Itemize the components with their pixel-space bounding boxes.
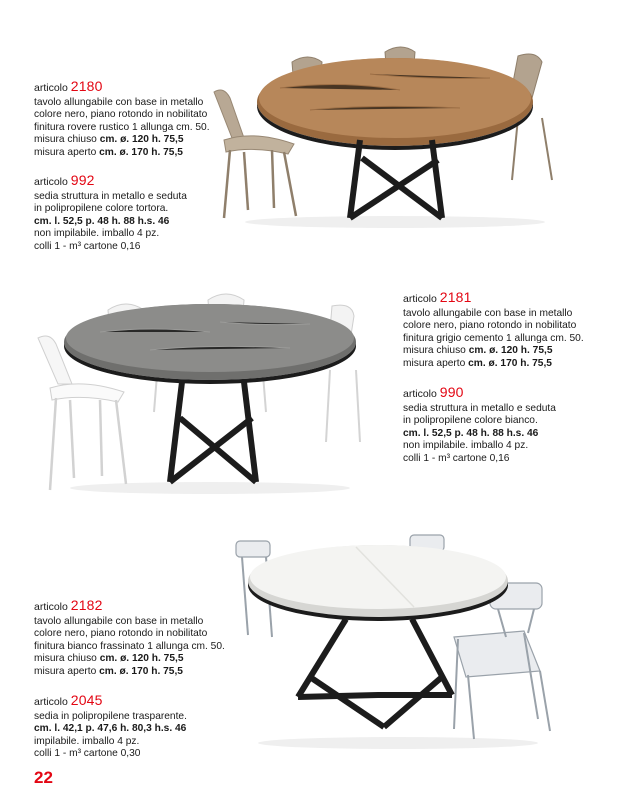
article-2181-description	[403, 291, 584, 371]
article-number: 2181	[439, 289, 472, 305]
stacking-info: non impilabile. imballo 4 pz.	[34, 228, 160, 240]
description-line: tavolo allungabile con base in metallo	[34, 96, 204, 108]
article-label: articolo	[34, 696, 68, 708]
article-number: 2180	[70, 78, 103, 94]
description-line: sedia in polipropilene trasparente.	[34, 710, 187, 722]
description-line: colore nero, piano rotondo in nobilitato	[34, 109, 208, 121]
article-2182-description	[34, 599, 225, 679]
article-992-description	[34, 174, 187, 254]
closed-size-label: misura chiuso	[34, 134, 97, 146]
chair-dimensions: cm. l. 42,1 p. 47,6 h. 80,3 h.s. 46	[34, 723, 187, 735]
open-size-label: misura aperto	[403, 357, 466, 369]
stacking-info: non impilabile. imballo 4 pz.	[403, 440, 529, 452]
description-line: in polipropilene colore bianco.	[403, 415, 538, 427]
description-line: finitura grigio cemento 1 allunga cm. 50.	[403, 332, 584, 344]
open-size-value: cm. ø. 170 h. 75,5	[99, 146, 183, 158]
description-line: in polipropilene colore tortora.	[34, 203, 169, 215]
stacking-info: impilabile. imballo 4 pz.	[34, 735, 140, 747]
article-number: 2045	[70, 692, 103, 708]
open-size-value: cm. ø. 170 h. 75,5	[99, 665, 183, 677]
description-line: sedia struttura in metallo e seduta	[403, 402, 556, 414]
description-line: tavolo allungabile con base in metallo	[403, 307, 573, 319]
open-size-label: misura aperto	[34, 665, 97, 677]
article-2045-description	[34, 694, 187, 761]
closed-size-value: cm. ø. 120 h. 75,5	[99, 134, 184, 146]
description-line: tavolo allungabile con base in metallo	[34, 615, 204, 627]
product-image-table-2180	[200, 40, 590, 230]
description-line: sedia struttura in metallo e seduta	[34, 190, 187, 202]
packaging-info: colli 1 - m³ cartone 0,16	[34, 240, 141, 252]
description-line: finitura rovere rustico 1 allunga cm. 50.	[34, 121, 210, 133]
packaging-info: colli 1 - m³ cartone 0,30	[34, 748, 141, 760]
chair-dimensions: cm. l. 52,5 p. 48 h. 88 h.s. 46	[403, 427, 539, 439]
article-number: 992	[70, 172, 95, 188]
article-2180-description	[34, 80, 210, 160]
open-size-value: cm. ø. 170 h. 75,5	[468, 357, 552, 369]
description-line: colore nero, piano rotondo in nobilitato	[34, 628, 208, 640]
chair-dimensions: cm. l. 52,5 p. 48 h. 88 h.s. 46	[34, 215, 170, 227]
article-label: articolo	[34, 601, 68, 613]
article-label: articolo	[34, 82, 68, 94]
article-label: articolo	[403, 388, 437, 400]
article-number: 990	[439, 384, 464, 400]
article-label: articolo	[34, 176, 68, 188]
closed-size-value: cm. ø. 120 h. 75,5	[99, 653, 184, 665]
page-number: 22	[34, 768, 53, 787]
packaging-info: colli 1 - m³ cartone 0,16	[403, 452, 510, 464]
product-image-table-2182	[228, 525, 588, 755]
description-line: colore nero, piano rotondo in nobilitato	[403, 320, 577, 332]
article-number: 2182	[70, 597, 103, 613]
article-label: articolo	[403, 293, 437, 305]
closed-size-label: misura chiuso	[34, 653, 97, 665]
description-line: finitura bianco frassinato 1 allunga cm. 50.	[34, 640, 225, 652]
closed-size-label: misura chiuso	[403, 345, 466, 357]
article-990-description	[403, 386, 556, 466]
product-image-table-2181	[30, 292, 385, 502]
open-size-label: misura aperto	[34, 146, 97, 158]
closed-size-value: cm. ø. 120 h. 75,5	[468, 345, 553, 357]
